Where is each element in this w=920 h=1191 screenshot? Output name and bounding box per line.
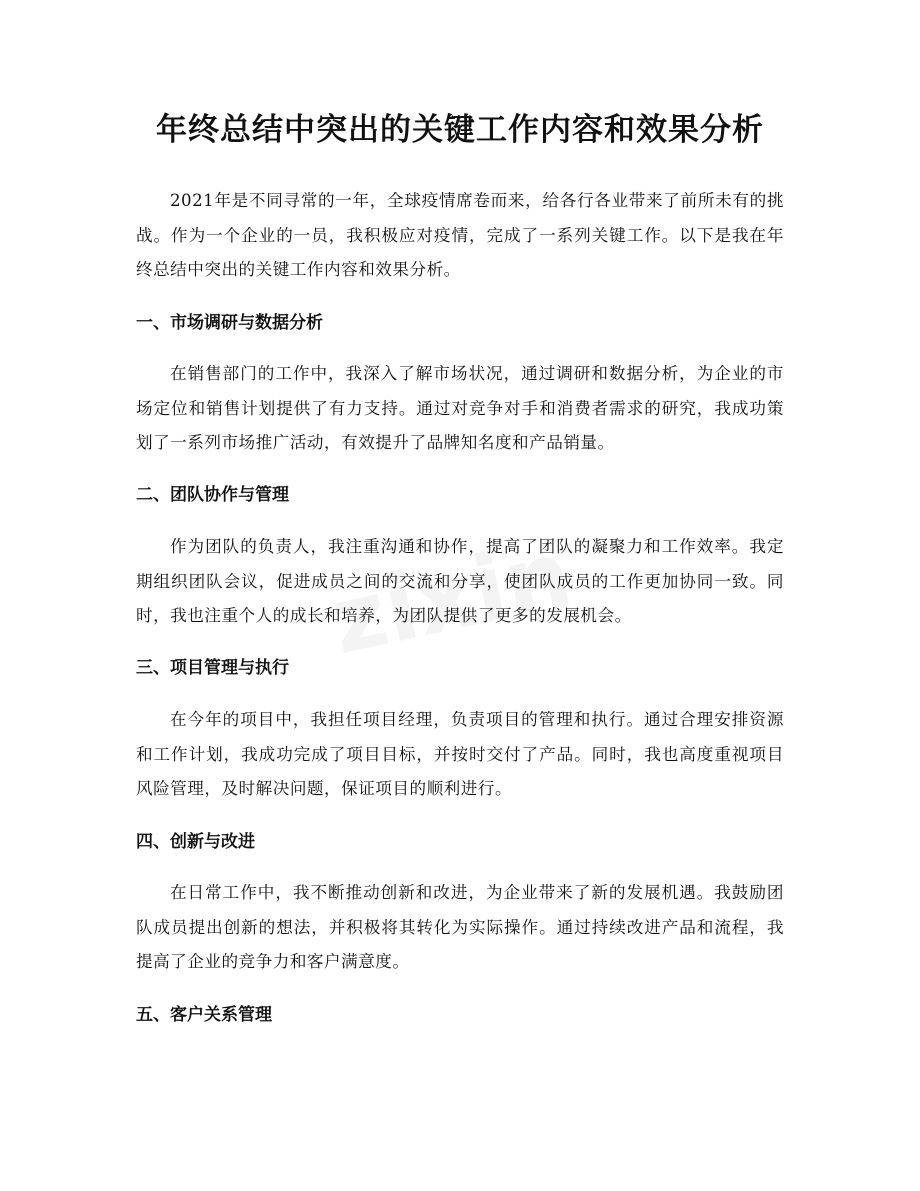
section-body-4: 在日常工作中，我不断推动创新和改进，为企业带来了新的发展机遇。我鼓励团队成员提出创新的想法，并积极将其转化为实际操作。通过持续改进产品和流程，我提高了企业的竞争力和客户满意度。 [136, 883, 784, 971]
section-heading-3: 三、项目管理与执行 [136, 658, 289, 678]
section-body-3: 在今年的项目中，我担任项目经理，负责项目的管理和执行。通过合理安排资源和工作计划，我成功完成了项目目标，并按时交付了产品。同时，我也高度重视项目风险管理，及时解决问题，保证项目的顺利进行。 [136, 710, 784, 798]
section-heading-1: 一、市场调研与数据分析 [136, 313, 323, 333]
section-body-1: 在销售部门的工作中，我深入了解市场状况，通过调研和数据分析，为企业的市场定位和销售计划提供了有力支持。通过对竞争对手和消费者需求的研究，我成功策划了一系列市场推广活动，有效提升了品牌知名度和产品销量。 [136, 364, 784, 452]
section-heading-5: 五、客户关系管理 [136, 1005, 272, 1025]
section-body-2: 作为团队的负责人，我注重沟通和协作，提高了团队的凝聚力和工作效率。我定期组织团队会议，促进成员之间的交流和分享，使团队成员的工作更加协同一致。同时，我也注重个人的成长和培养，为团队提供了更多的发展机会。 [136, 537, 784, 625]
section-heading-2: 二、团队协作与管理 [136, 485, 289, 505]
page-title: 年终总结中突出的关键工作内容和效果分析 [156, 112, 764, 148]
section-heading-4: 四、创新与改进 [136, 832, 255, 852]
intro-paragraph: 2021年是不同寻常的一年，全球疫情席卷而来，给各行各业带来了前所未有的挑战。作为一个企业的一员，我积极应对疫情，完成了一系列关键工作。以下是我在年终总结中突出的关键工作内容和效果分析。 [136, 191, 784, 279]
